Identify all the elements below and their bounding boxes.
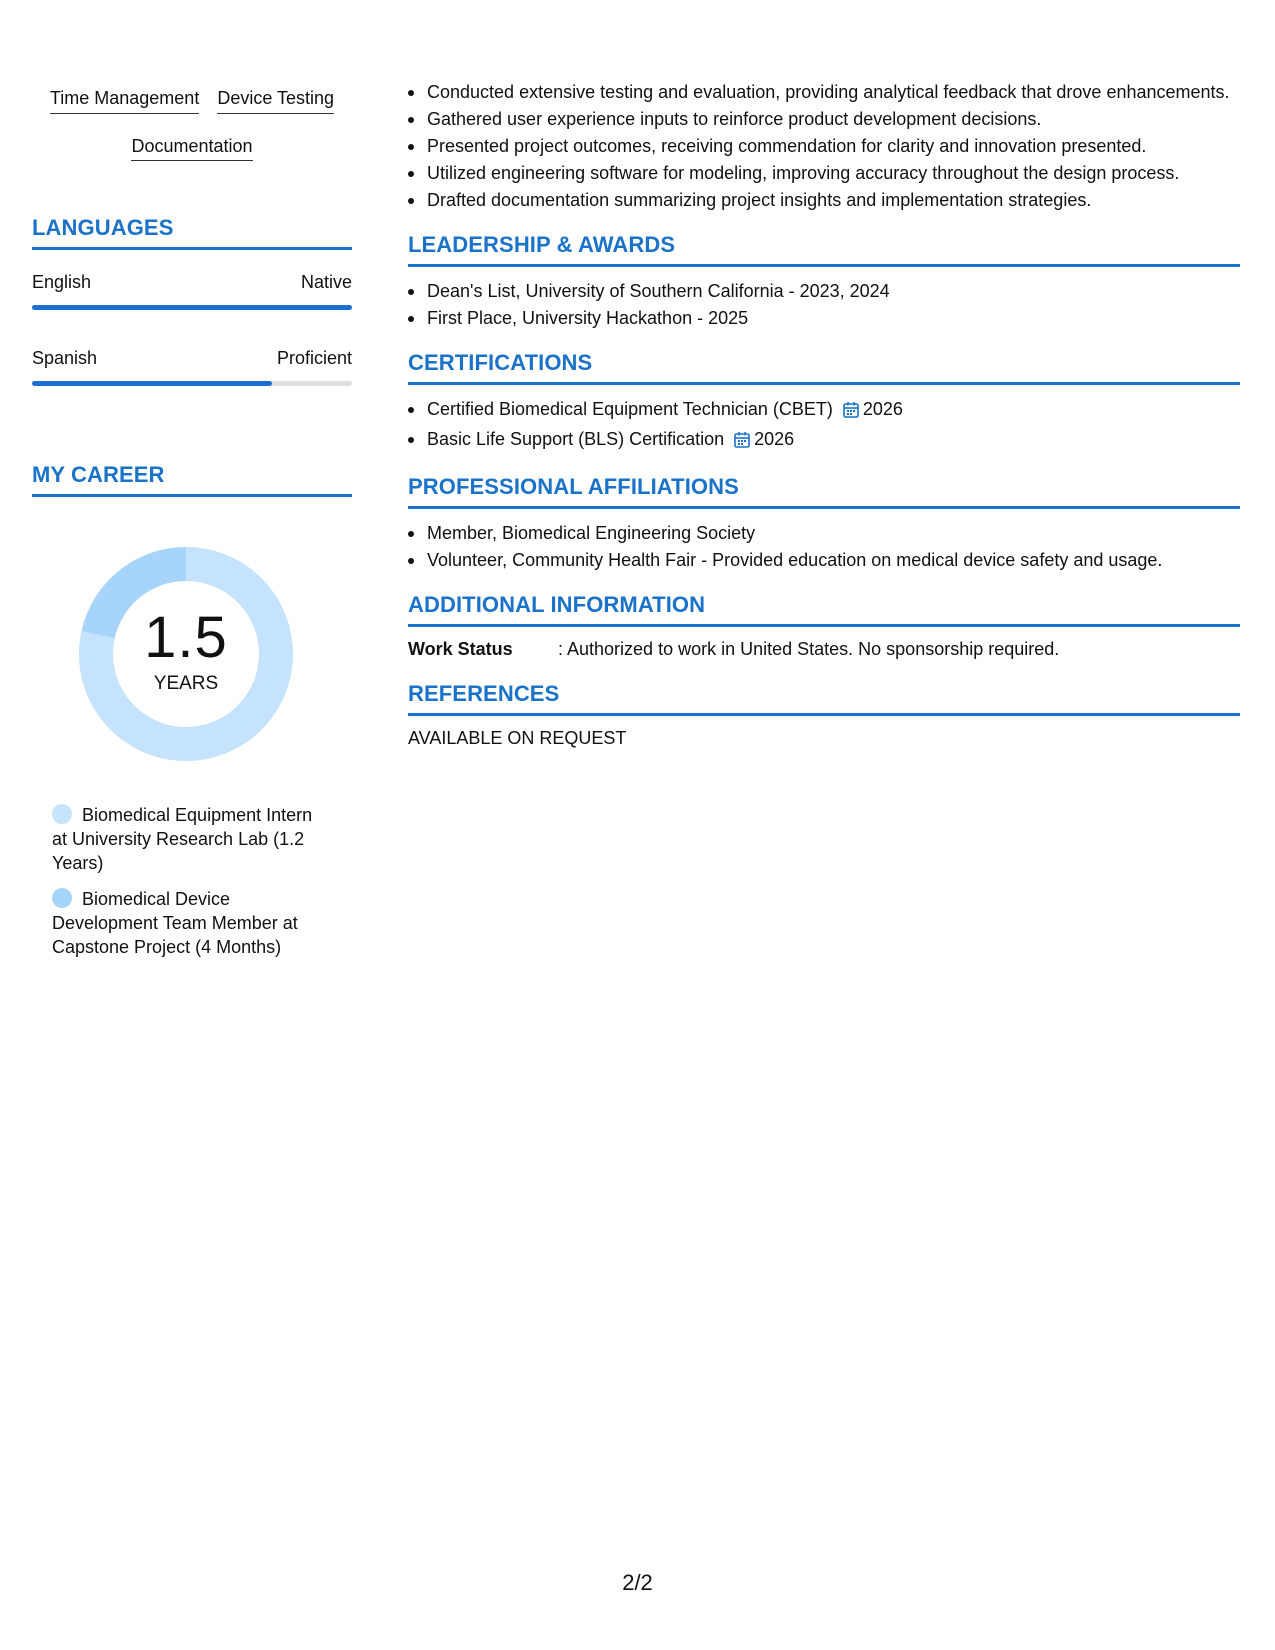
career-legend-item bbox=[52, 887, 332, 959]
career-donut-chart bbox=[71, 539, 301, 769]
left-column bbox=[32, 78, 352, 971]
affiliation-item: Volunteer, Community Health Fair - Provided education on medical device safety and usage. bbox=[408, 548, 1240, 572]
leadership-section bbox=[408, 232, 1240, 330]
language-proficiency-fill bbox=[32, 305, 352, 310]
references-text: AVAILABLE ON REQUEST bbox=[408, 728, 627, 748]
career-legend-label: Biomedical Device Development Team Member at Capstone Project (4 Months) bbox=[52, 889, 298, 958]
calendar-icon bbox=[734, 430, 750, 454]
calendar-icon bbox=[843, 400, 859, 424]
leadership-item: First Place, University Hackathon - 2025 bbox=[408, 306, 1240, 330]
certification-item bbox=[408, 397, 1240, 424]
references-heading: REFERENCES bbox=[408, 681, 1240, 716]
career-legend-label: Biomedical Equipment Intern at University Research Lab (1.2 Years) bbox=[52, 805, 313, 874]
language-name: Spanish bbox=[32, 348, 98, 369]
experience-bullets bbox=[408, 80, 1240, 212]
donut-center-label bbox=[71, 605, 301, 695]
language-proficiency-bar bbox=[32, 381, 352, 386]
certification-item bbox=[408, 427, 1240, 454]
language-level: Native bbox=[300, 272, 352, 293]
legend-dot bbox=[52, 888, 72, 908]
additional-info-section bbox=[408, 592, 1240, 661]
career-legend-item bbox=[52, 803, 332, 875]
language-level: Proficient bbox=[276, 348, 352, 369]
language-item bbox=[32, 272, 352, 310]
work-status-row bbox=[408, 637, 1240, 661]
certifications-section bbox=[408, 350, 1240, 454]
career-total-value: 1.5 bbox=[144, 605, 228, 671]
language-name: English bbox=[32, 272, 92, 293]
affiliations-section bbox=[408, 474, 1240, 572]
legend-dot bbox=[52, 804, 72, 824]
career-heading: MY CAREER bbox=[32, 462, 352, 497]
language-item bbox=[32, 348, 352, 386]
experience-bullet: Utilized engineering software for modeling, improving accuracy throughout the design process. bbox=[408, 161, 1240, 185]
skill-tag: Device Testing bbox=[217, 88, 334, 114]
language-proficiency-bar bbox=[32, 305, 352, 310]
certification-name: Basic Life Support (BLS) Certification bbox=[427, 429, 725, 449]
career-legend bbox=[32, 803, 352, 959]
references-section bbox=[408, 681, 1240, 749]
certification-name: Certified Biomedical Equipment Technician (CBET) bbox=[427, 399, 833, 419]
certifications-heading: CERTIFICATIONS bbox=[408, 350, 1240, 385]
work-status-value: : Authorized to work in United States. No sponsorship required. bbox=[558, 639, 1060, 659]
skill-tag: Time Management bbox=[50, 88, 199, 114]
certification-year: 2026 bbox=[754, 429, 795, 449]
career-total-unit: YEARS bbox=[153, 673, 219, 695]
experience-bullet: Drafted documentation summarizing project insights and implementation strategies. bbox=[408, 188, 1240, 212]
work-status-label: Work Status bbox=[408, 639, 513, 659]
right-column bbox=[408, 80, 1240, 749]
certification-year: 2026 bbox=[862, 399, 903, 419]
experience-bullet: Conducted extensive testing and evaluation, providing analytical feedback that drove enhancements. bbox=[408, 80, 1240, 104]
language-proficiency-fill bbox=[32, 381, 272, 386]
languages-heading: LANGUAGES bbox=[32, 215, 352, 250]
additional-info-heading: ADDITIONAL INFORMATION bbox=[408, 592, 1240, 627]
leadership-heading: LEADERSHIP & AWARDS bbox=[408, 232, 1240, 267]
experience-bullet: Presented project outcomes, receiving commendation for clarity and innovation presented. bbox=[408, 134, 1240, 158]
affiliation-item: Member, Biomedical Engineering Society bbox=[408, 521, 1240, 545]
skills-list bbox=[32, 78, 352, 173]
page-number: 2/2 bbox=[622, 1570, 653, 1595]
affiliations-heading: PROFESSIONAL AFFILIATIONS bbox=[408, 474, 1240, 509]
experience-bullet: Gathered user experience inputs to reinforce product development decisions. bbox=[408, 107, 1240, 131]
skill-tag: Documentation bbox=[131, 136, 252, 162]
leadership-item: Dean's List, University of Southern California - 2023, 2024 bbox=[408, 279, 1240, 303]
